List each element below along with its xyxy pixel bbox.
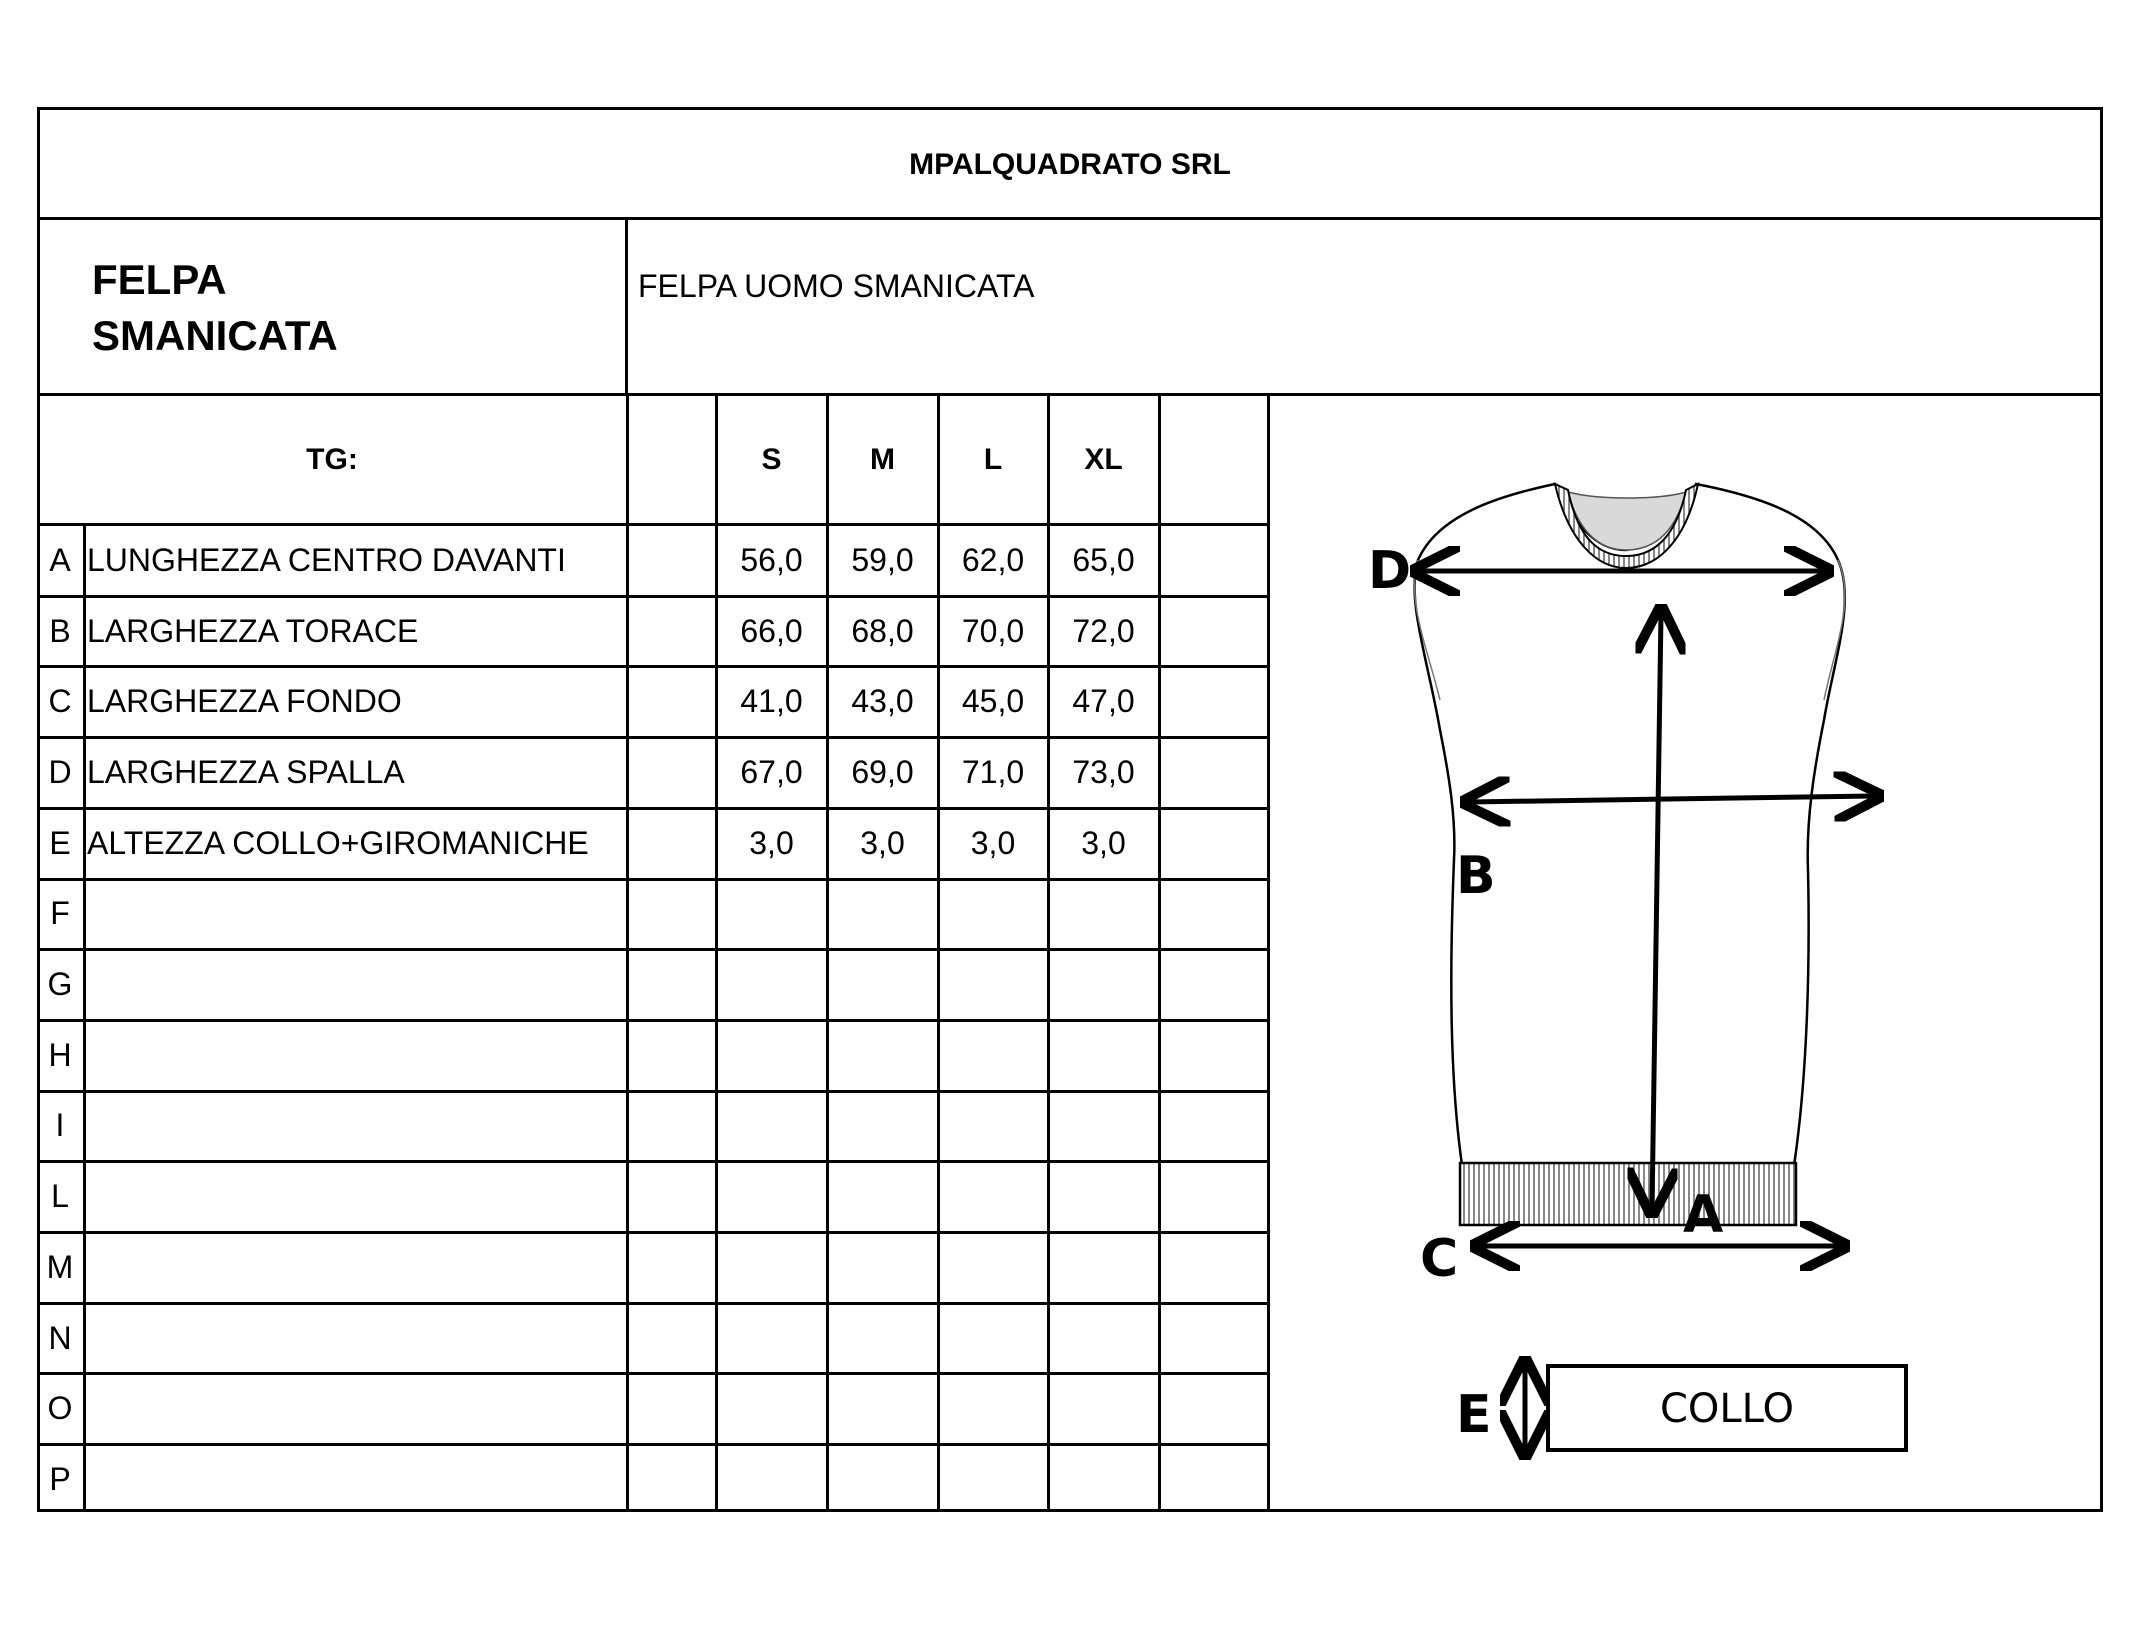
row-value	[716, 1444, 827, 1515]
row-label	[83, 1444, 627, 1515]
size-col-l: L	[983, 443, 1003, 476]
row-value: 73,0	[1072, 753, 1135, 790]
garment-body	[1415, 484, 1845, 1190]
table-row-divider	[37, 1443, 1270, 1446]
table-row-divider	[37, 736, 1270, 739]
row-letter: E	[49, 824, 71, 861]
size-col-m: M	[870, 443, 895, 476]
row-label	[83, 1232, 627, 1303]
row-letter: D	[48, 753, 72, 790]
row-letter: F	[50, 895, 70, 932]
row-value: 65,0	[1072, 541, 1135, 578]
marker-e: E	[1456, 1385, 1492, 1445]
row-label	[83, 1020, 627, 1091]
row-value	[827, 949, 938, 1020]
row-value	[1048, 1232, 1159, 1303]
hem-rib	[1460, 1163, 1796, 1225]
size-col-xl: XL	[1084, 443, 1123, 476]
row-value	[716, 1373, 827, 1444]
row-value	[938, 1373, 1048, 1444]
row-letter: G	[47, 966, 73, 1003]
row-letter: H	[48, 1036, 72, 1073]
row-label	[83, 1161, 627, 1232]
row-value: 72,0	[1072, 612, 1135, 649]
row-label: LARGHEZZA SPALLA	[87, 753, 405, 790]
row-value	[716, 1091, 827, 1162]
row-value: 56,0	[740, 541, 803, 578]
row-value	[827, 879, 938, 950]
row-value	[938, 949, 1048, 1020]
row-value	[1048, 1444, 1159, 1515]
size-col-s: S	[761, 443, 782, 476]
row-value: 62,0	[961, 541, 1025, 578]
size-header: TG:	[306, 443, 358, 476]
row-value	[716, 879, 827, 950]
row-label: LARGHEZZA FONDO	[87, 683, 402, 720]
row-value: 3,0	[1081, 824, 1126, 861]
collar-label: COLLO	[1659, 1386, 1795, 1432]
row-value	[938, 879, 1048, 950]
marker-d: D	[1368, 541, 1412, 601]
row-value	[938, 1091, 1048, 1162]
row-value	[827, 1232, 938, 1303]
row-letter: N	[48, 1319, 72, 1356]
row-label: LUNGHEZZA CENTRO DAVANTI	[87, 541, 566, 578]
garment-illustration	[1278, 400, 2100, 1509]
row-letter: P	[49, 1460, 71, 1497]
row-value	[716, 1232, 827, 1303]
table-row-divider	[37, 948, 1270, 951]
row-letter: I	[55, 1107, 65, 1144]
product-title-line1: FELPA	[92, 256, 227, 303]
row-value	[716, 1161, 827, 1232]
row-value: 3,0	[749, 824, 794, 861]
table-col-divider	[83, 525, 86, 1510]
row-value	[938, 1232, 1048, 1303]
table-row-divider	[37, 595, 1270, 598]
table-col-divider	[715, 395, 718, 1510]
table-row-divider	[37, 1019, 1270, 1022]
row-value	[827, 1303, 938, 1374]
company-name: MPALQUADRATO SRL	[909, 148, 1231, 181]
row-value	[827, 1373, 938, 1444]
row-value: 67,0	[740, 753, 803, 790]
row-value: 43,0	[851, 683, 914, 720]
table-row-divider	[37, 878, 1270, 881]
row-label	[83, 879, 627, 950]
row-value	[1048, 879, 1159, 950]
product-description: FELPA UOMO SMANICATA	[638, 268, 1035, 304]
row-letter: M	[46, 1248, 74, 1285]
row-label	[83, 1303, 627, 1374]
table-col-divider	[1047, 395, 1050, 1510]
table-col-divider	[937, 395, 940, 1510]
row-value: 45,0	[961, 683, 1025, 720]
table-row-divider	[37, 665, 1270, 668]
row-value	[1048, 1161, 1159, 1232]
row-value: 71,0	[961, 753, 1025, 790]
table-row-divider	[37, 1372, 1270, 1375]
row-value: 47,0	[1072, 683, 1135, 720]
row-value	[716, 949, 827, 1020]
row-value	[938, 1444, 1048, 1515]
row-value	[827, 1020, 938, 1091]
row-value: 3,0	[970, 824, 1016, 861]
table-row-divider	[37, 1302, 1270, 1305]
row-value	[938, 1161, 1048, 1232]
row-value: 68,0	[851, 612, 914, 649]
row-value	[1048, 949, 1159, 1020]
row-value	[827, 1091, 938, 1162]
table-col-divider	[826, 395, 829, 1510]
table-col-divider	[1267, 395, 1270, 1510]
row-letter: B	[49, 612, 71, 649]
product-title	[92, 252, 338, 364]
divider-title-desc	[625, 218, 628, 396]
row-value: 70,0	[961, 612, 1025, 649]
row-letter: A	[49, 541, 71, 578]
table-col-divider	[1158, 395, 1161, 1510]
table-row-divider	[37, 1090, 1270, 1093]
row-value	[1048, 1091, 1159, 1162]
row-letter: C	[48, 683, 72, 720]
row-value	[1048, 1303, 1159, 1374]
row-value: 69,0	[851, 753, 914, 790]
row-value	[938, 1303, 1048, 1374]
table-row-divider	[37, 1231, 1270, 1234]
row-value	[1048, 1020, 1159, 1091]
row-value	[1048, 1373, 1159, 1444]
marker-a: A	[1683, 1185, 1724, 1245]
row-label: LARGHEZZA TORACE	[87, 612, 419, 649]
row-letter: O	[47, 1390, 73, 1427]
row-label	[83, 949, 627, 1020]
marker-b: B	[1456, 846, 1496, 906]
row-value: 3,0	[860, 824, 905, 861]
row-value: 59,0	[851, 541, 914, 578]
row-label: ALTEZZA COLLO+GIROMANICHE	[87, 824, 589, 861]
row-label	[83, 1373, 627, 1444]
row-value	[716, 1020, 827, 1091]
row-value	[827, 1444, 938, 1515]
row-value	[938, 1020, 1048, 1091]
row-value	[716, 1303, 827, 1374]
row-label	[83, 1091, 627, 1162]
table-row-divider	[37, 1160, 1270, 1163]
table-row-divider	[37, 807, 1270, 810]
row-value	[827, 1161, 938, 1232]
table-col-divider	[626, 395, 629, 1510]
row-letter: L	[51, 1178, 69, 1215]
marker-c: C	[1420, 1229, 1459, 1289]
product-title-line2: SMANICATA	[92, 312, 338, 359]
row-value: 66,0	[740, 612, 803, 649]
row-value: 41,0	[740, 683, 803, 720]
